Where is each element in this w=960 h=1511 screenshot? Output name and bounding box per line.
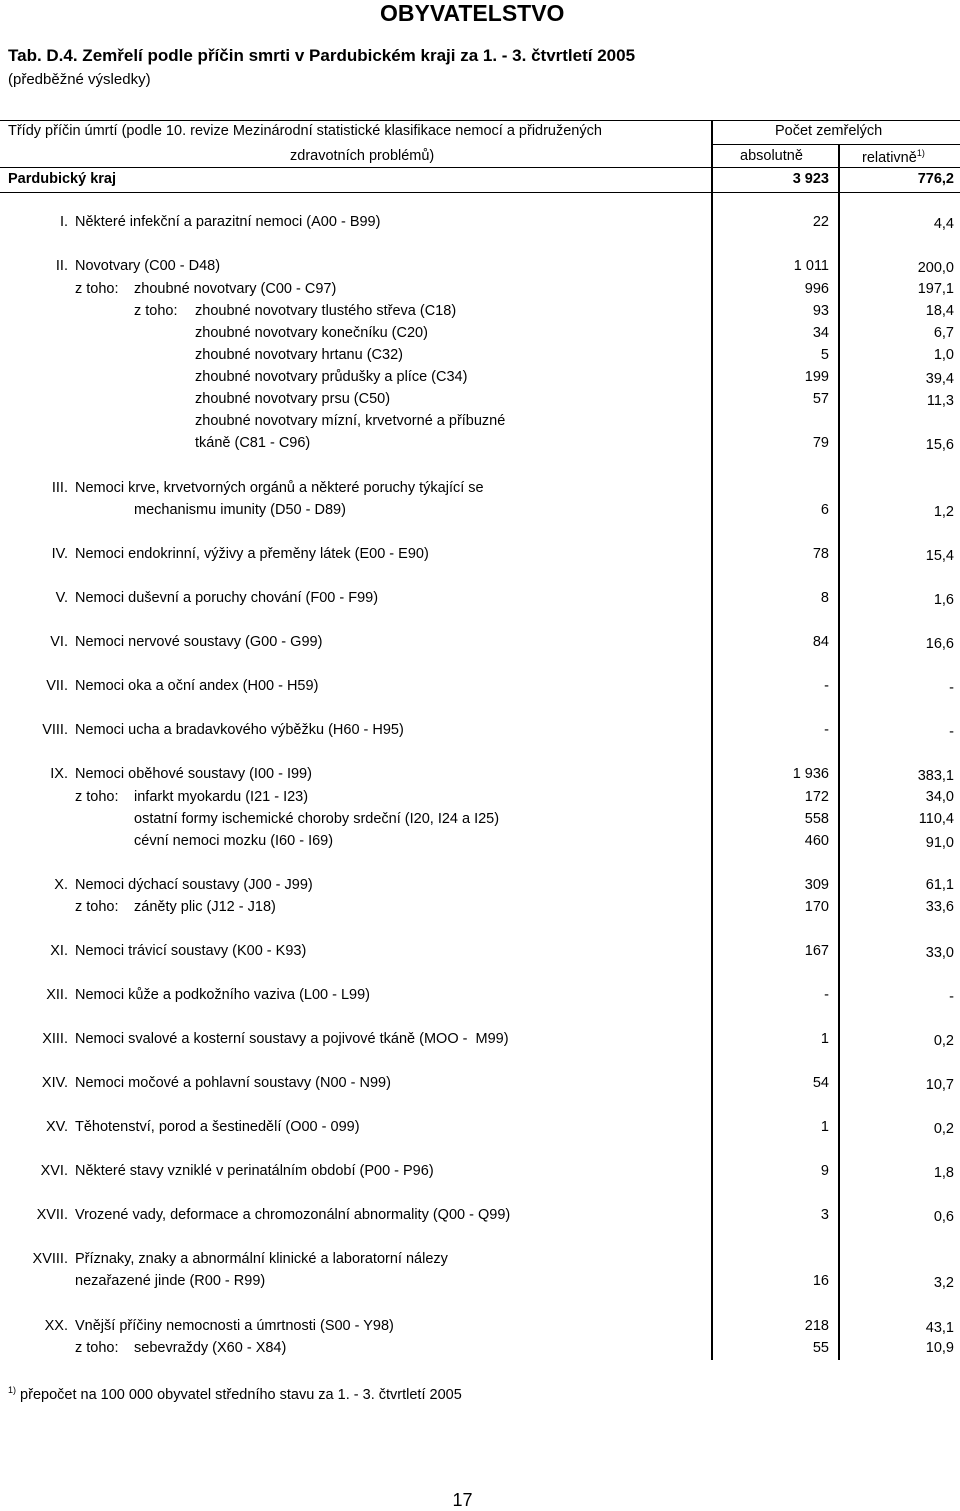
- row-label-cont: nezařazené jinde (R00 - R99): [75, 1273, 266, 1289]
- count-header: Počet zemřelých: [775, 123, 883, 139]
- footnote-mark: 1): [8, 1385, 17, 1395]
- row-prefix: z toho:: [75, 789, 119, 805]
- row-label-cont: tkáně (C81 - C96): [195, 435, 311, 451]
- absolute-header: absolutně: [740, 148, 803, 164]
- table-subtitle: (předběžné výsledky): [8, 71, 151, 88]
- row-roman: I.: [59, 214, 68, 230]
- relative-header-note: 1): [916, 148, 925, 158]
- row-relative: 39,4: [925, 371, 954, 387]
- row-absolute: 3: [820, 1207, 829, 1223]
- row-roman: VII.: [46, 678, 68, 694]
- row-roman: XI.: [50, 943, 68, 959]
- row-roman: VIII.: [42, 722, 68, 738]
- relative-header: [862, 148, 925, 166]
- row-label: Nemoci oka a oční andex (H00 - H59): [75, 678, 319, 694]
- row-label: zhoubné novotvary konečníku (C20): [195, 325, 428, 341]
- row-absolute: 79: [812, 435, 829, 451]
- row-absolute: 54: [812, 1075, 829, 1091]
- row-label: Novotvary (C00 - D48): [75, 258, 221, 274]
- row-absolute: 460: [804, 833, 829, 849]
- row-relative: 1,0: [933, 347, 954, 363]
- row-absolute: 55: [812, 1340, 829, 1356]
- row-label: Příznaky, znaky a abnormální klinické a laboratorní nálezy: [75, 1251, 448, 1267]
- row-relative: 33,0: [925, 945, 954, 961]
- row-absolute: 170: [804, 899, 829, 915]
- row-label: Vrozené vady, deformace a chromozonální abnormality (Q00 - Q99): [75, 1207, 511, 1223]
- header-bottom-rule: [0, 167, 960, 168]
- row-label: cévní nemoci mozku (I60 - I69): [134, 833, 334, 849]
- row-prefix: z toho:: [75, 281, 119, 297]
- row-roman: III.: [51, 480, 68, 496]
- row-label: Nemoci svalové a kosterní soustavy a pojivové tkáně (MOO - M99): [75, 1031, 509, 1047]
- column-divider-1: [711, 120, 713, 1360]
- row-roman: IV.: [51, 546, 68, 562]
- row-relative: -: [949, 680, 954, 696]
- row-label: Nemoci močové a pohlavní soustavy (N00 - N99): [75, 1075, 391, 1091]
- total-absolute: 3 923: [792, 171, 829, 187]
- row-roman: XV.: [45, 1119, 68, 1135]
- row-label: sebevraždy (X60 - X84): [134, 1340, 287, 1356]
- row-absolute: 16: [812, 1273, 829, 1289]
- row-label: zhoubné novotvary průdušky a plíce (C34): [195, 369, 468, 385]
- row-absolute: 558: [804, 811, 829, 827]
- row-label: zhoubné novotvary hrtanu (C32): [195, 347, 403, 363]
- row-relative: 383,1: [917, 768, 954, 784]
- row-relative: 200,0: [917, 260, 954, 276]
- row-roman: X.: [54, 877, 68, 893]
- relative-header-label: relativně: [862, 149, 917, 166]
- row-label: zhoubné novotvary (C00 - C97): [134, 281, 337, 297]
- row-relative: 91,0: [925, 835, 954, 851]
- row-relative: 11,3: [926, 393, 954, 409]
- count-header-rule: [712, 144, 960, 145]
- row-relative: 4,4: [933, 216, 954, 232]
- row-relative: 0,2: [933, 1033, 954, 1049]
- row-roman: II.: [55, 258, 68, 274]
- row-label: Nemoci trávicí soustavy (K00 - K93): [75, 943, 307, 959]
- row-absolute: 218: [804, 1318, 829, 1334]
- row-roman: XVII.: [36, 1207, 68, 1223]
- row-prefix: z toho:: [75, 899, 119, 915]
- row-roman: IX.: [50, 766, 68, 782]
- row-label: Vnější příčiny nemocnosti a úmrtnosti (S00 - Y98): [75, 1318, 394, 1334]
- row-relative: 6,7: [933, 325, 954, 341]
- row-label: Nemoci duševní a poruchy chování (F00 - F99): [75, 590, 379, 606]
- row-absolute: 1 936: [792, 766, 829, 782]
- row-label-cont: mechanismu imunity (D50 - D89): [134, 502, 346, 518]
- row-absolute: 996: [804, 281, 829, 297]
- row-roman: XIII.: [42, 1031, 68, 1047]
- total-label: Pardubický kraj: [8, 171, 116, 187]
- row-relative: -: [949, 989, 954, 1005]
- row-relative: 43,1: [925, 1320, 954, 1336]
- row-label: Nemoci ucha a bradavkového výběžku (H60 - H95): [75, 722, 404, 738]
- row-absolute: 309: [804, 877, 829, 893]
- table-title: Tab. D.4. Zemřelí podle příčin smrti v Pardubickém kraji za 1. - 3. čtvrtletí 2005: [8, 46, 636, 65]
- row-relative: 15,6: [925, 437, 954, 453]
- row-absolute: 9: [820, 1163, 829, 1179]
- section-title: OBYVATELSTVO: [380, 0, 565, 26]
- classes-header-line2: zdravotních problémů): [290, 148, 435, 164]
- row-label: Nemoci dýchací soustavy (J00 - J99): [75, 877, 313, 893]
- row-prefix: z toho:: [134, 303, 178, 319]
- row-label: Nemoci endokrinní, výživy a přeměny látek (E00 - E90): [75, 546, 429, 562]
- row-label: zhoubné novotvary prsu (C50): [195, 391, 391, 407]
- row-roman: V.: [55, 590, 68, 606]
- row-relative: 34,0: [925, 789, 954, 805]
- row-relative: 1,8: [933, 1165, 954, 1181]
- row-label: Těhotenství, porod a šestinedělí (O00 - 099): [75, 1119, 360, 1135]
- row-absolute: 84: [812, 634, 829, 650]
- row-roman: VI.: [50, 634, 68, 650]
- row-roman: XII.: [46, 987, 68, 1003]
- row-relative: 3,2: [933, 1275, 954, 1291]
- row-absolute: 34: [812, 325, 829, 341]
- row-absolute: -: [824, 987, 829, 1003]
- row-label: Nemoci oběhové soustavy (I00 - I99): [75, 766, 312, 782]
- row-label: Nemoci nervové soustavy (G00 - G99): [75, 634, 323, 650]
- row-label: Nemoci krve, krvetvorných orgánů a některé poruchy týkající se: [75, 480, 484, 496]
- row-label: ostatní formy ischemické choroby srdeční (I20, I24 a I25): [134, 811, 500, 827]
- row-relative: 10,9: [925, 1340, 954, 1356]
- row-relative: 15,4: [925, 548, 954, 564]
- row-label: Nemoci kůže a podkožního vaziva (L00 - L99): [75, 987, 370, 1003]
- row-relative: 1,6: [933, 592, 954, 608]
- row-absolute: 1: [820, 1119, 829, 1135]
- row-label: zhoubné novotvary tlustého střeva (C18): [195, 303, 457, 319]
- header-top-rule: [0, 120, 960, 121]
- row-roman: XVI.: [40, 1163, 68, 1179]
- row-roman: XIV.: [41, 1075, 68, 1091]
- row-relative: 61,1: [925, 877, 954, 893]
- row-label: záněty plic (J12 - J18): [134, 899, 276, 915]
- row-absolute: 93: [812, 303, 829, 319]
- row-absolute: -: [824, 722, 829, 738]
- row-relative: 0,2: [933, 1121, 954, 1137]
- row-relative: 16,6: [925, 636, 954, 652]
- row-absolute: 167: [804, 943, 829, 959]
- row-relative: -: [949, 724, 954, 740]
- row-label: Některé stavy vzniklé v perinatálním období (P00 - P96): [75, 1163, 434, 1179]
- row-label: zhoubné novotvary mízní, krvetvorné a příbuzné: [195, 413, 506, 429]
- total-relative: 776,2: [917, 171, 954, 187]
- footnote: [8, 1385, 462, 1403]
- row-absolute: 22: [812, 214, 829, 230]
- row-relative: 33,6: [925, 899, 954, 915]
- row-relative: 110,4: [918, 811, 954, 827]
- row-prefix: z toho:: [75, 1340, 119, 1356]
- total-bottom-rule: [0, 192, 960, 193]
- row-roman: XX.: [44, 1318, 68, 1334]
- row-absolute: 172: [804, 789, 829, 805]
- row-relative: 197,1: [917, 281, 954, 297]
- row-absolute: -: [824, 678, 829, 694]
- row-absolute: 8: [820, 590, 829, 606]
- row-absolute: 57: [812, 391, 829, 407]
- row-relative: 18,4: [925, 303, 954, 319]
- row-absolute: 1 011: [793, 258, 829, 274]
- row-label: Některé infekční a parazitní nemoci (A00 - B99): [75, 214, 381, 230]
- row-relative: 10,7: [925, 1077, 954, 1093]
- row-absolute: 5: [820, 347, 829, 363]
- row-absolute: 6: [820, 502, 829, 518]
- row-relative: 0,6: [933, 1209, 954, 1225]
- row-absolute: 78: [812, 546, 829, 562]
- row-roman: XVIII.: [32, 1251, 68, 1267]
- column-divider-2: [838, 144, 840, 1360]
- page-number: 17: [452, 1490, 473, 1510]
- row-absolute: 1: [820, 1031, 829, 1047]
- classes-header-line1: Třídy příčin úmrtí (podle 10. revize Mezinárodní statistické klasifikace nemocí a přidružených: [8, 123, 602, 139]
- footnote-text: přepočet na 100 000 obyvatel středního stavu za 1. - 3. čtvrtletí 2005: [20, 1386, 462, 1403]
- row-absolute: 199: [804, 369, 829, 385]
- row-label: infarkt myokardu (I21 - I23): [134, 789, 309, 805]
- row-relative: 1,2: [933, 504, 954, 520]
